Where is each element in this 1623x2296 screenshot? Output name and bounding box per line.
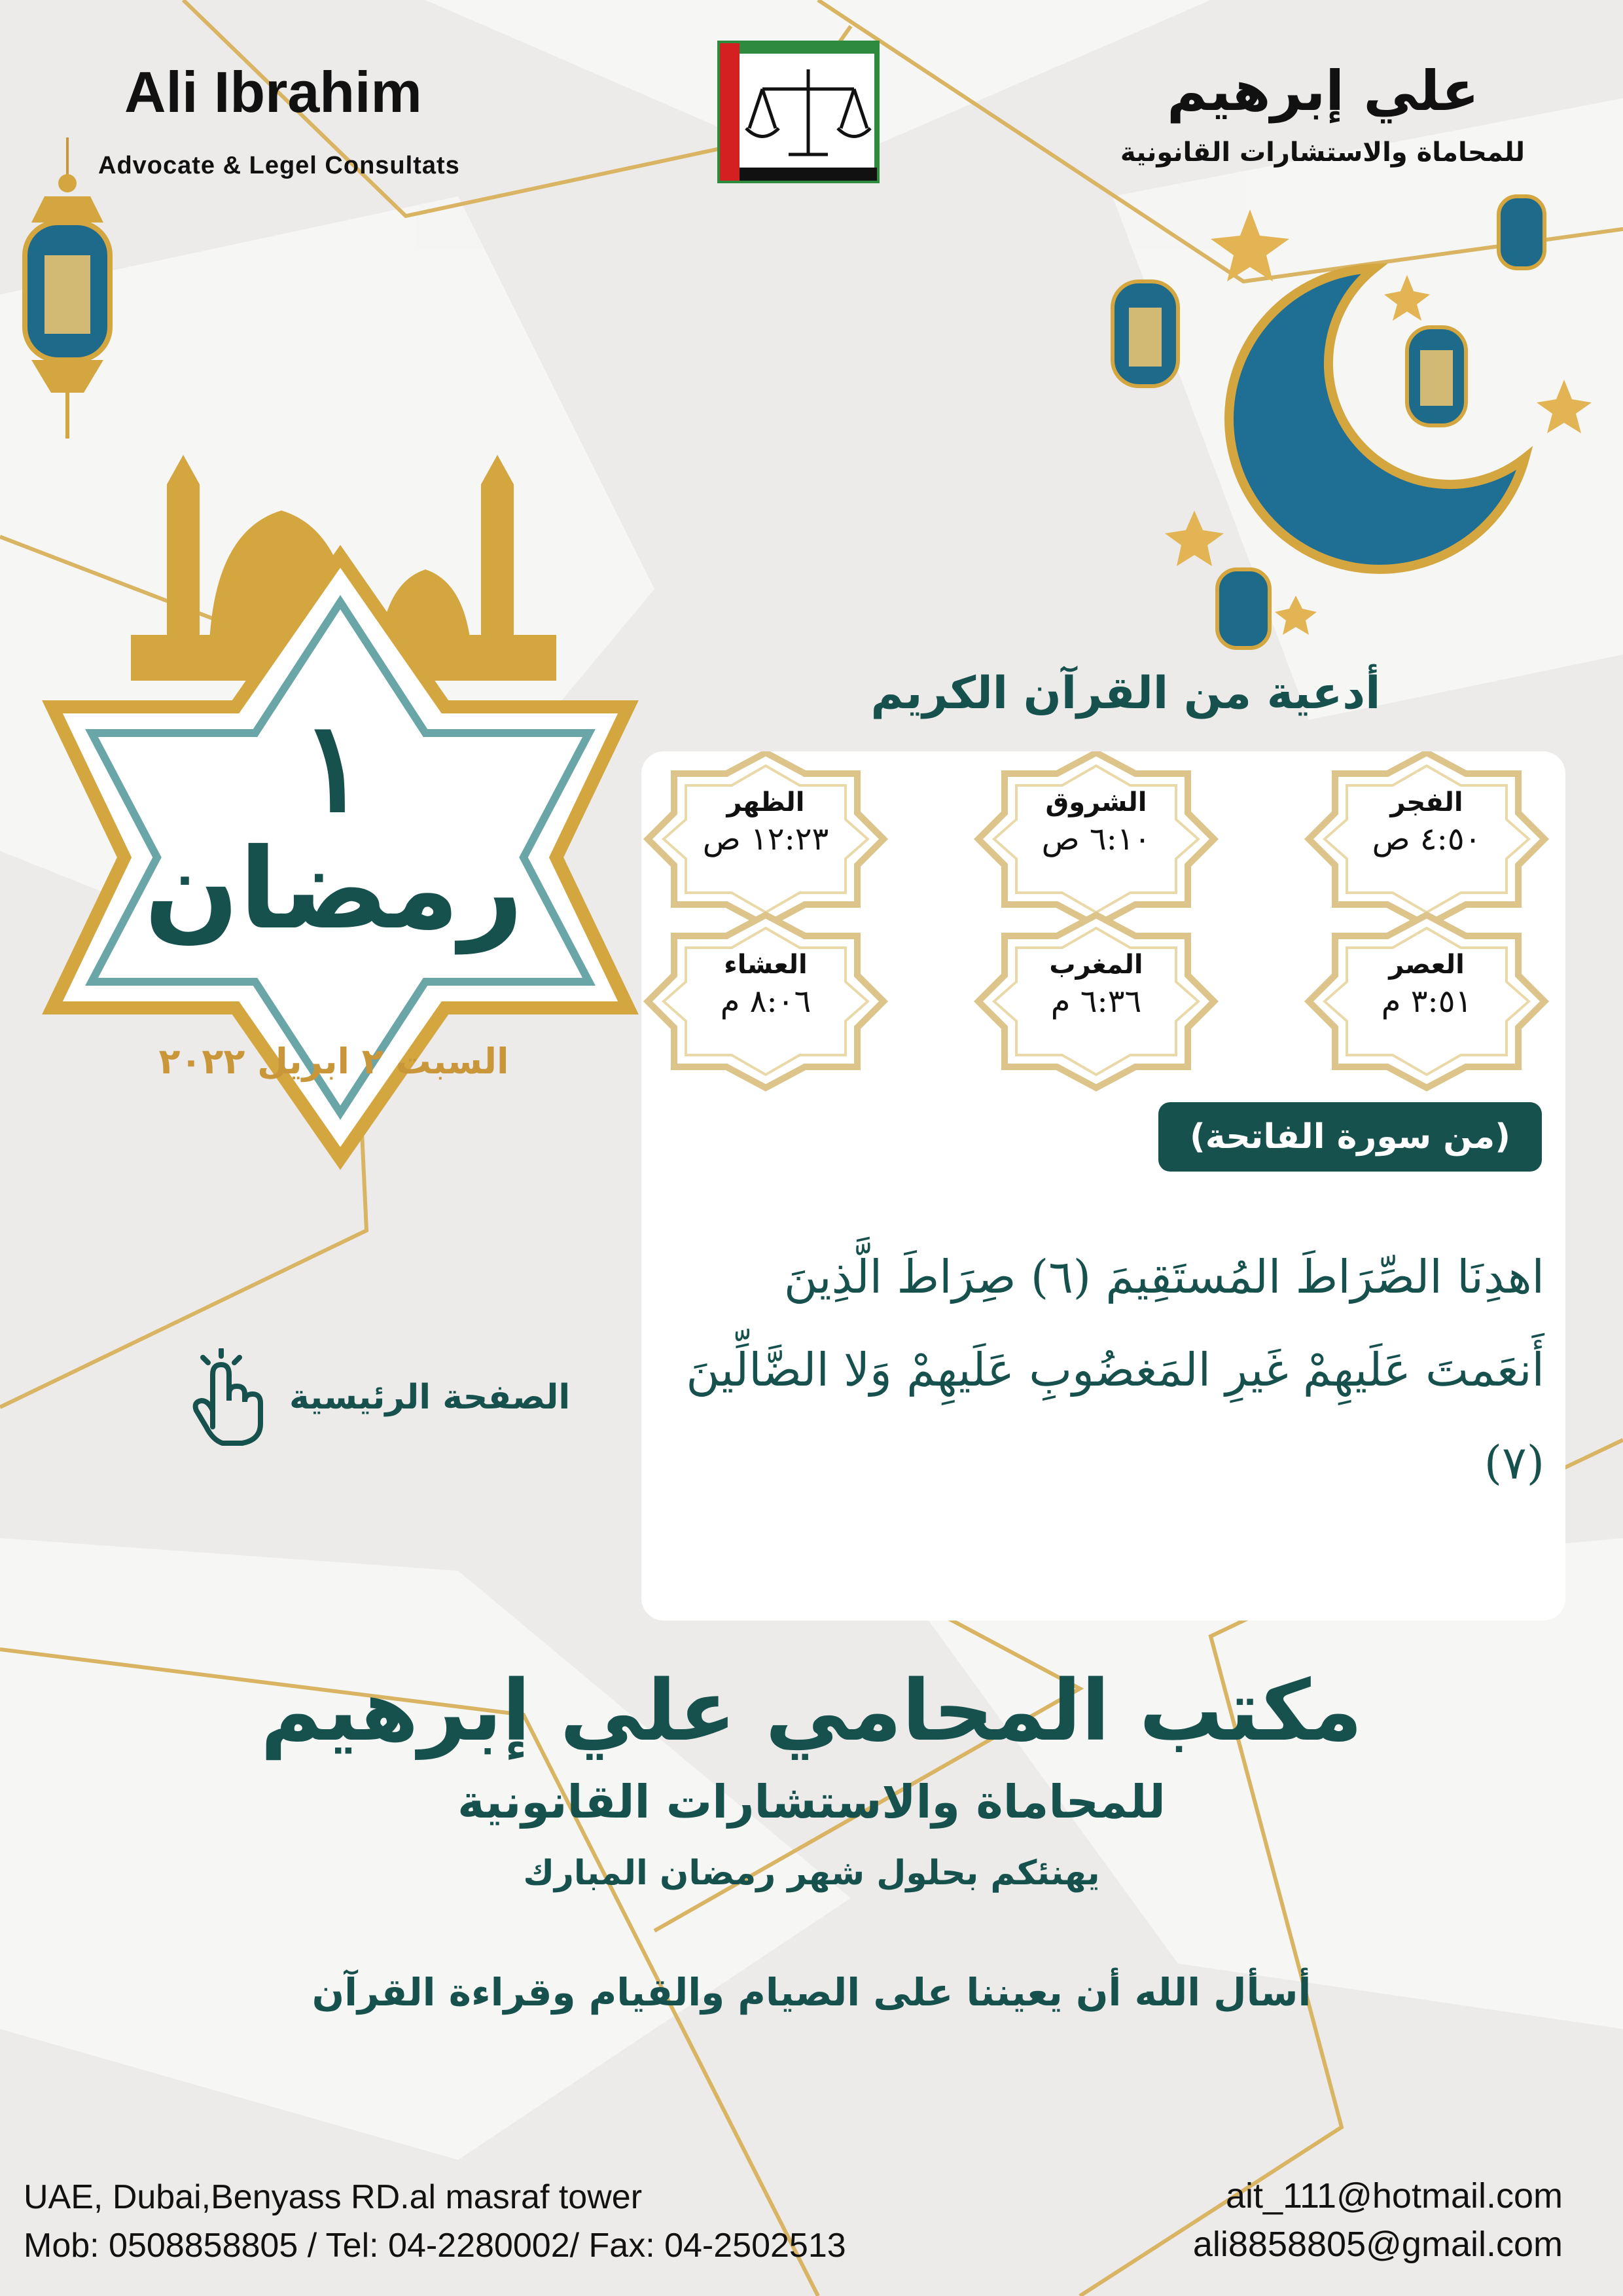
contact-email-block: [1193, 2172, 1563, 2269]
prayer-name: العصر: [1389, 950, 1465, 980]
contact-address-block: [24, 2173, 846, 2270]
prayer-time: ١٢:٢٣ ص: [702, 821, 829, 857]
prayer-tile-isha: [648, 948, 883, 1021]
hijri-day: ١: [300, 694, 368, 840]
home-page-label: الصفحة الرئيسية: [289, 1378, 571, 1417]
prayer-tile-sunrise: [978, 785, 1214, 859]
email-gmail[interactable]: ali8858805@gmail.com: [1192, 2225, 1563, 2264]
prayer-time: ٣:٥١ م: [1381, 983, 1472, 1020]
gregorian-date: السبت ٢ ابريل ٢٠٢٢: [158, 1041, 509, 1082]
office-name: مكتب المحامي علي إبرهيم: [260, 1662, 1363, 1760]
prayer-name: العشاء: [724, 950, 808, 980]
phone-numbers: Mob: 0508858805 / Tel: 04-2280002/ Fax: 04-2502513: [24, 2227, 846, 2265]
prayer-name: الفجر: [1390, 787, 1463, 817]
scales-logo-icon: [713, 37, 883, 187]
panel-title: أدعية من القرآن الكريم: [870, 668, 1381, 719]
prayer-tile-asr: [1309, 948, 1544, 1021]
supplication-text: أسأل الله أن يعيننا على الصيام والقيام وقراءة القرآن: [312, 1970, 1311, 2015]
crescent-lanterns-icon: [1099, 183, 1597, 668]
pointer-hand-icon: [177, 1348, 275, 1446]
prayer-time: ٦:١٠ ص: [1041, 821, 1151, 857]
brand-name-ar: علي إبرهيم: [1167, 59, 1479, 123]
prayer-time: ٦:٣٦ م: [1050, 983, 1142, 1020]
prayer-time: ٨:٠٦ م: [720, 983, 812, 1020]
hijri-month: رمضان: [144, 825, 524, 954]
email-hotmail[interactable]: ait_111@hotmail.com: [1225, 2176, 1563, 2215]
office-subtitle: للمحاماة والاستشارات القانونية: [457, 1775, 1166, 1829]
prayer-name: الشروق: [1045, 787, 1147, 817]
surah-label: (من سورة الفاتحة): [1158, 1102, 1542, 1172]
address: UAE, Dubai,Benyass RD.al masraf tower: [24, 2178, 643, 2216]
ramadan-greeting: يهنئكم بحلول شهر رمضان المبارك: [523, 1854, 1100, 1893]
prayer-name: المغرب: [1049, 950, 1143, 980]
prayer-name: الظهر: [726, 787, 805, 817]
brand-subtitle-ar: للمحاماة والاستشارات القانونية: [1120, 137, 1525, 168]
brand-subtitle-en: Advocate & Legel Consultats: [98, 152, 460, 179]
prayer-tile-dhuhr: [648, 785, 883, 859]
prayer-time: ٤:٥٠ ص: [1372, 821, 1482, 857]
brand-name-en: Ali Ibrahim: [124, 60, 422, 124]
prayer-tile-maghrib: [978, 948, 1214, 1021]
prayer-tile-fajr: [1309, 785, 1544, 859]
home-page-link[interactable]: [177, 1348, 570, 1446]
quran-verse: اهدِنَا الصِّرَاطَ المُستَقِيمَ (٦) صِرَاطَ الَّذِينَ أَنعَمتَ عَلَيهِمْ غَيرِ المَغضُوبِ عَلَيهِمْ وَلا الضَّالِّينَ (٧): [686, 1250, 1544, 1490]
lantern-left-icon: [5, 137, 130, 445]
